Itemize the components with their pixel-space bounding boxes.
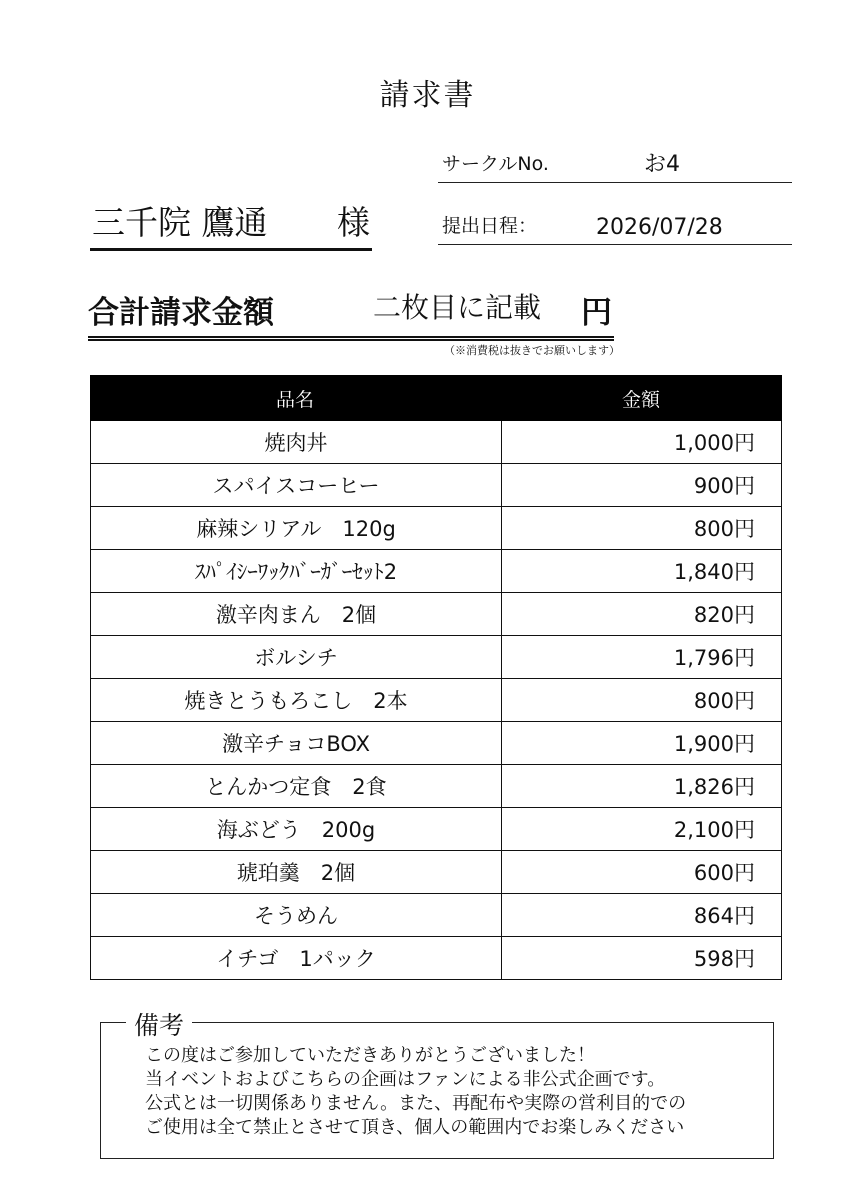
circle-number-row: [438, 142, 792, 183]
table-row: [90, 765, 782, 808]
tax-note: （※消費税は抜きでお願いします）: [444, 344, 620, 357]
recipient-block: [90, 200, 372, 251]
item-name: ｽﾊﾟｲｼｰﾜｯｸﾊﾞｰｶﾞｰｾｯﾄ2: [91, 550, 502, 592]
remarks-title: 備考: [126, 1006, 192, 1042]
item-name: 焼きとうもろこし 2本: [91, 679, 502, 721]
table-row: [90, 421, 782, 464]
item-amount: 1,840円: [673, 560, 755, 584]
submission-date-row: [438, 204, 792, 245]
item-amount: 900円: [693, 474, 755, 498]
table-row: [90, 722, 782, 765]
item-name: とんかつ定食 2食: [91, 765, 502, 807]
item-amount: 1,900円: [673, 732, 755, 756]
recipient-name: 三千院 鷹通: [92, 203, 268, 242]
item-amount: 864円: [693, 904, 755, 928]
submission-date-value: 2026/07/28: [596, 215, 723, 240]
item-name: 麻辣シリアル 120g: [91, 507, 502, 549]
item-amount: 598円: [693, 947, 755, 971]
remarks-line: 公式とは一切関係ありません。また、再配布や実際の営利目的での: [145, 1093, 687, 1114]
item-amount: 600円: [693, 861, 755, 885]
header-item-name: 品名: [275, 388, 314, 411]
item-amount: 800円: [693, 517, 755, 541]
circle-number-value: お4: [644, 152, 680, 177]
invoice-title: 請求書: [379, 78, 476, 113]
item-name: 焼肉丼: [91, 421, 502, 463]
total-amount-value: 二枚目に記載: [373, 291, 542, 324]
item-name: イチゴ 1パック: [91, 937, 502, 979]
table-header: [90, 375, 782, 421]
table-row: [90, 550, 782, 593]
table-row: [90, 894, 782, 937]
item-name: 海ぶどう 200g: [91, 808, 502, 850]
table-row: [90, 808, 782, 851]
table-row: [90, 937, 782, 980]
item-amount: 1,826円: [673, 775, 755, 799]
item-amount: 2,100円: [673, 818, 755, 842]
item-name: そうめん: [91, 894, 502, 936]
remarks-line: この度はご参加していただきありがとうございました！: [145, 1045, 595, 1066]
item-amount: 820円: [693, 603, 755, 627]
item-amount: 1,000円: [673, 431, 755, 455]
total-amount-unit: 円: [581, 295, 612, 331]
total-amount-label: 合計請求金額: [88, 295, 274, 331]
item-name: スパイスコーヒー: [91, 464, 502, 506]
remarks-line: 当イベントおよびこちらの企画はファンによる非公式企画です。: [145, 1069, 666, 1090]
remarks-text: [145, 1044, 745, 1140]
item-name: 激辛チョコBOX: [91, 722, 502, 764]
item-name: 激辛肉まん 2個: [91, 593, 502, 635]
item-name: ボルシチ: [91, 636, 502, 678]
items-table: [90, 375, 782, 980]
circle-number-label: サークルNo.: [442, 153, 549, 175]
total-amount-block: [88, 284, 614, 341]
recipient-honorific: 様: [337, 203, 370, 242]
table-row: [90, 851, 782, 894]
table-row: [90, 593, 782, 636]
table-row: [90, 636, 782, 679]
remarks-line: ご使用は全て禁止とさせて頂き、個人の範囲内でお楽しみください: [145, 1117, 685, 1138]
item-name: 琥珀羹 2個: [91, 851, 502, 893]
table-row: [90, 679, 782, 722]
item-amount: 1,796円: [673, 646, 755, 670]
submission-date-label: 提出日程：: [442, 215, 538, 237]
item-amount: 800円: [693, 689, 755, 713]
header-amount: 金額: [621, 388, 660, 411]
table-row: [90, 507, 782, 550]
table-row: [90, 464, 782, 507]
